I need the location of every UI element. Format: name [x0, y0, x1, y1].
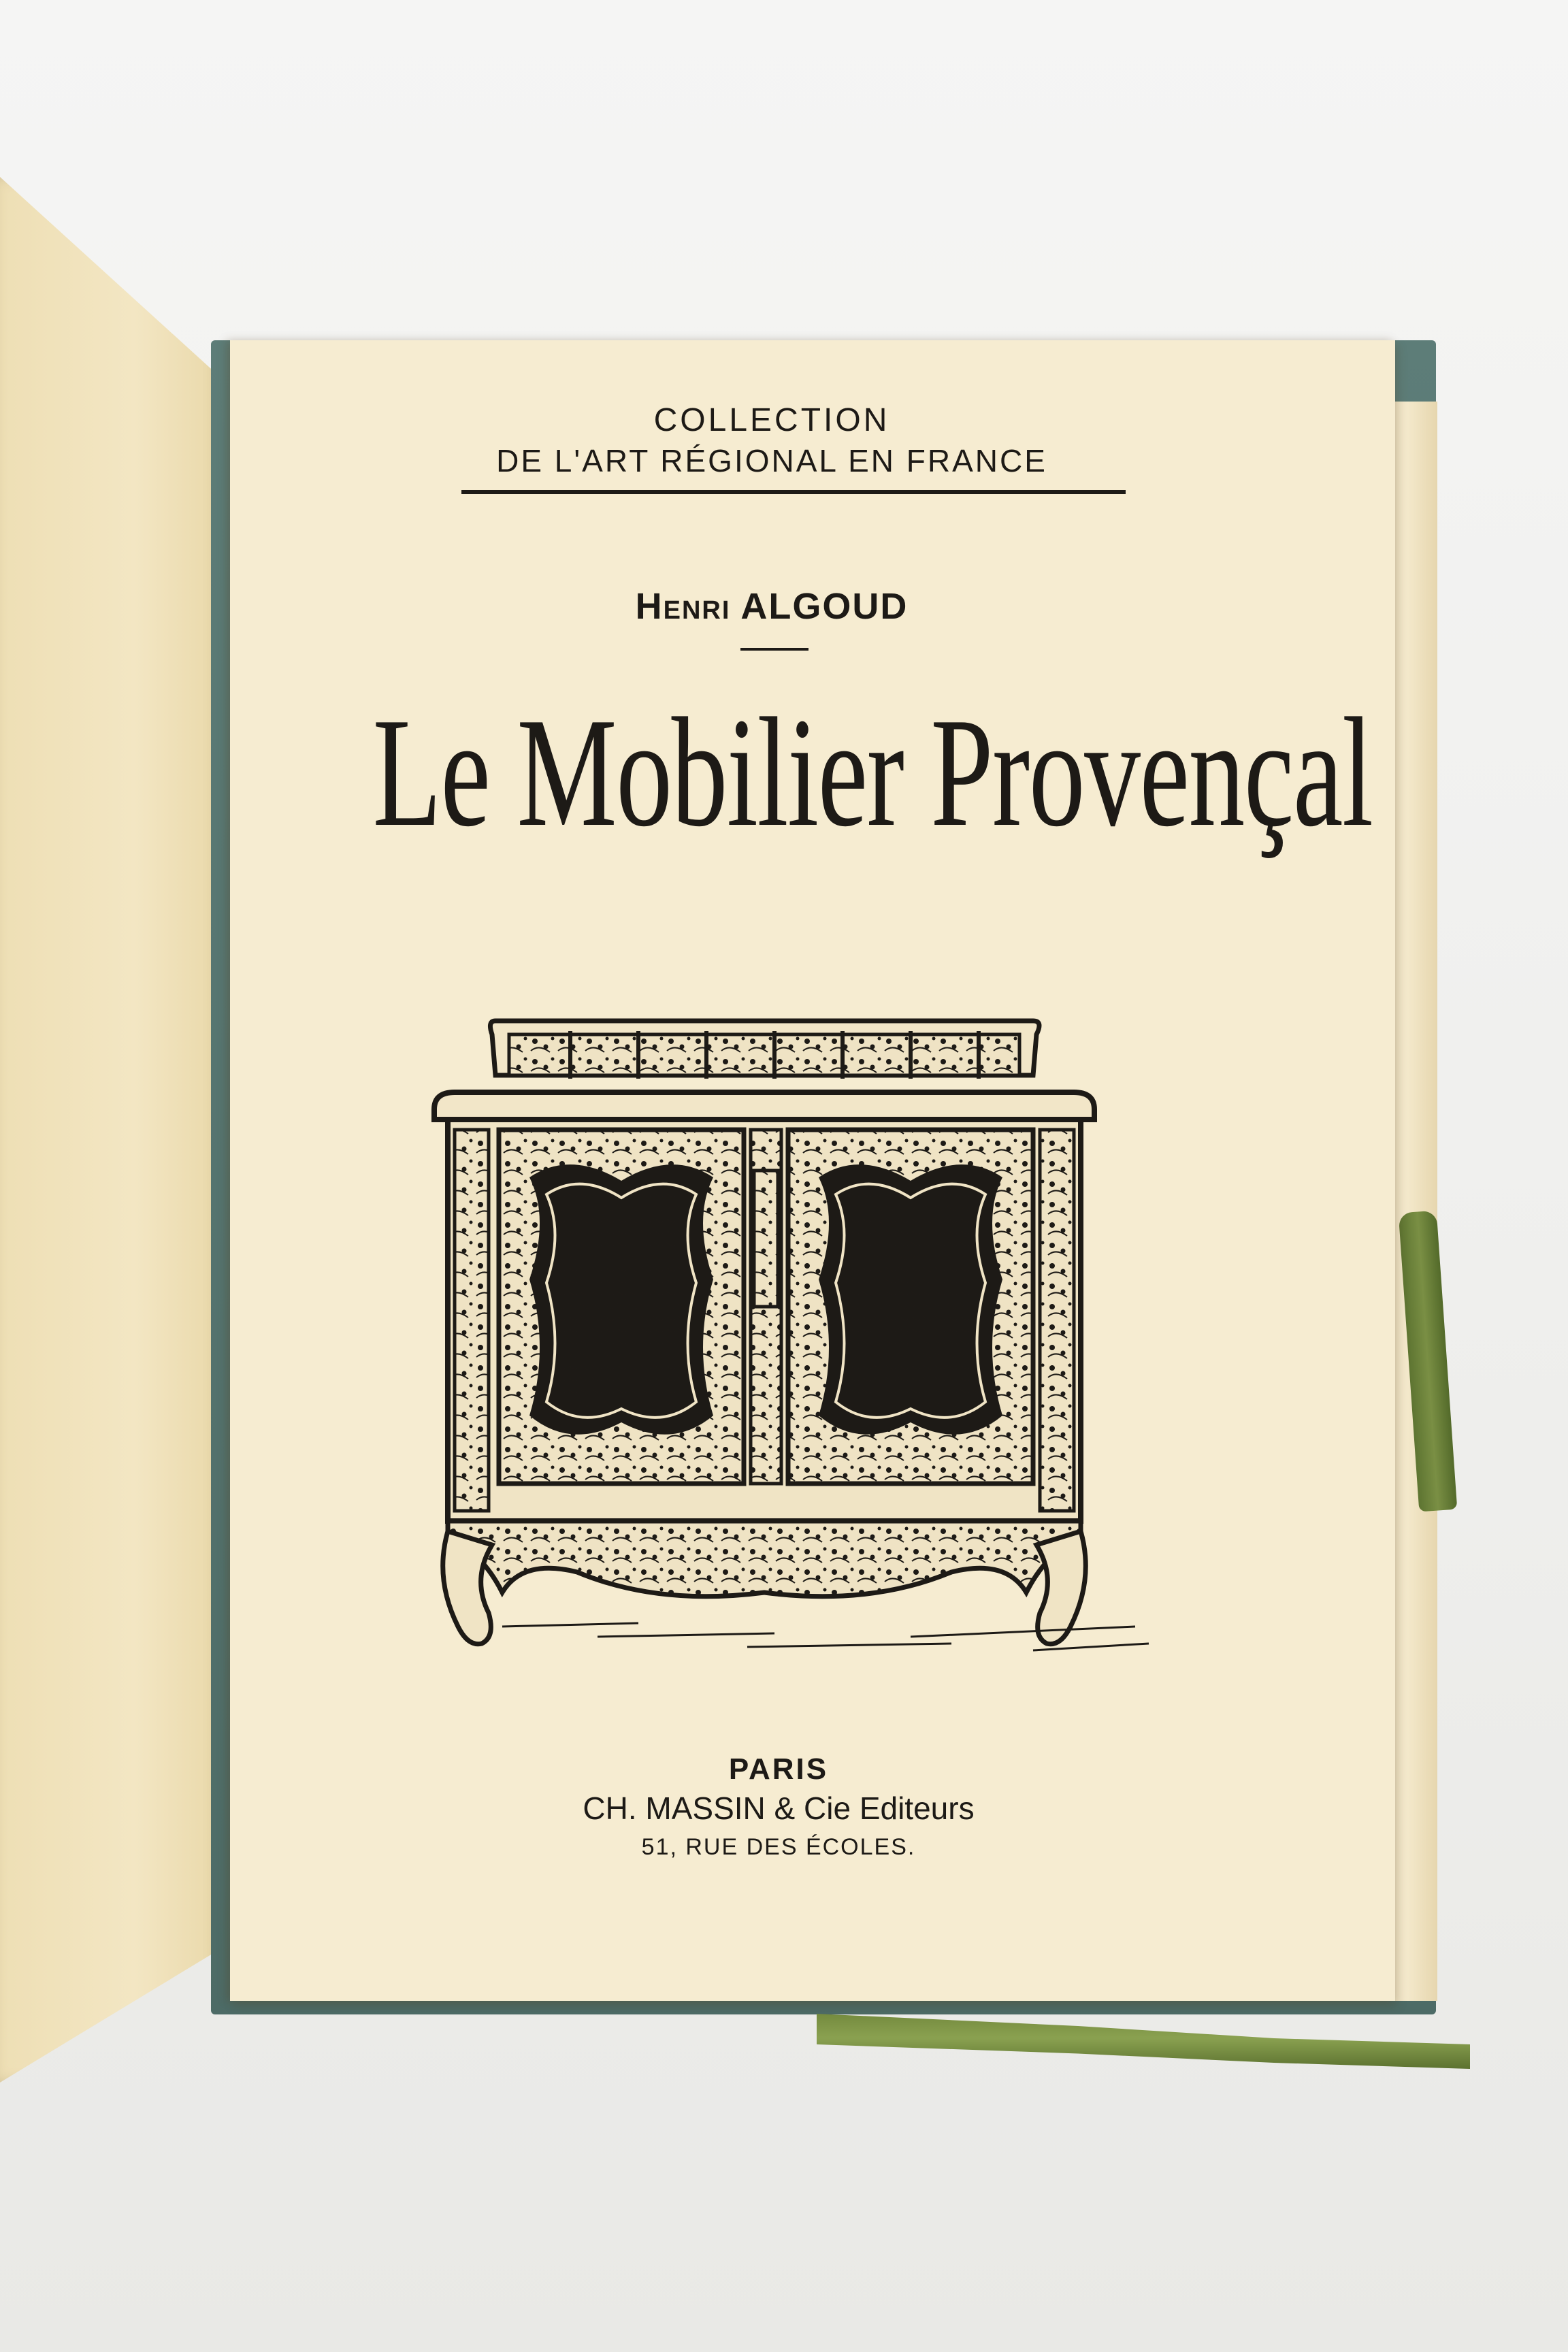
author-rule [740, 648, 808, 651]
series-line-2: DE L'ART RÉGIONAL EN FRANCE [496, 443, 1047, 478]
imprint-publisher: CH. MASSIN & Cie Editeurs [583, 1791, 975, 1826]
green-ribbon-tie-bottom [817, 2008, 1470, 2069]
series-rule [461, 490, 1126, 494]
author-last-name: ALGOUD [740, 586, 909, 627]
title-page [230, 340, 1395, 2001]
series-line-1: COLLECTION [653, 402, 890, 438]
provencal-buffet-engraving [393, 994, 1258, 1674]
author-first-name: Henri [635, 586, 731, 627]
author [189, 585, 1354, 627]
imprint-city: PARIS [728, 1752, 829, 1786]
book-title: Le Mobilier Provençal [372, 685, 1373, 859]
imprint-address: 51, RUE DES ÉCOLES. [641, 1834, 916, 1860]
